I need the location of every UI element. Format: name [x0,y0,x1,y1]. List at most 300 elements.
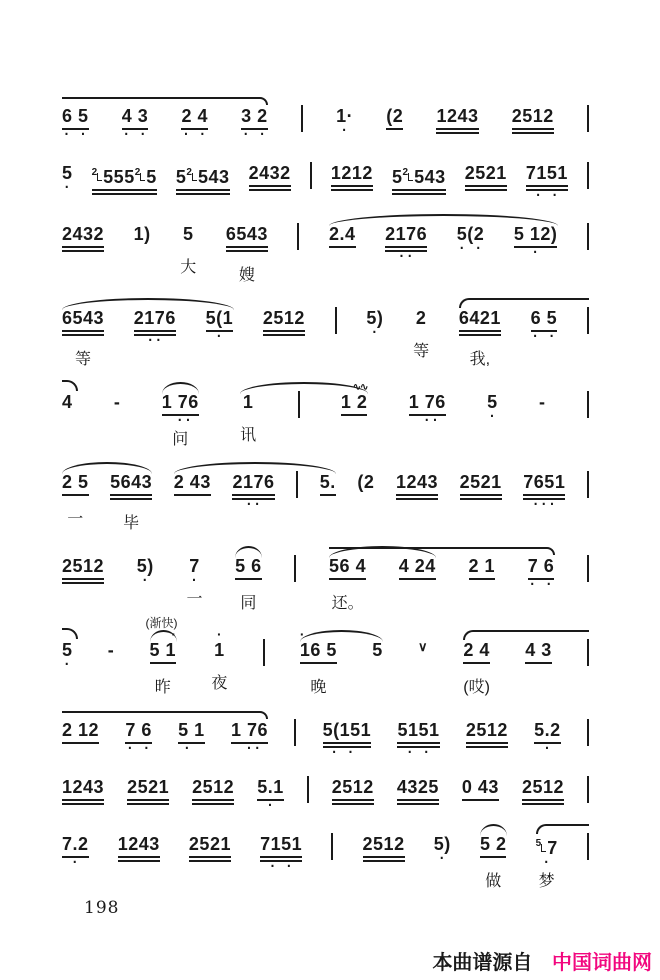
note-stack [189,824,231,871]
note-digits [243,392,254,412]
note-text: 5.2 [534,720,561,740]
octave-dots-below [263,336,305,345]
octave-dots-above [522,767,564,777]
note-text: 4 24 [398,556,436,576]
note-text: 1212 [330,163,373,183]
note-text: 1 [242,392,254,412]
music-line [62,710,589,757]
note-text: 5 12) [513,224,558,244]
octave-dots-above [257,767,284,777]
beam-line [460,494,502,496]
note-group [206,298,234,368]
octave-dots-below: · [215,329,224,343]
lyric: 同 [240,595,257,612]
barline-stroke [335,307,337,334]
note-group [332,767,374,814]
note-text: 7151 [260,834,303,854]
note-text: 7.2 [62,834,89,854]
octave-dots-below [150,664,177,673]
note-stack [418,630,428,669]
octave-dots-above [392,153,446,163]
note-group [226,214,268,288]
note-digits [418,637,428,657]
octave-dots-below [418,660,428,669]
octave-dots-below [416,328,427,337]
note-stack [137,546,154,585]
note-group [62,382,73,448]
note-group [514,214,558,284]
octave-dots-above [357,462,374,472]
note-stack [363,824,405,871]
octave-dots-above [463,630,490,640]
note-group [329,546,366,616]
note-text: 2.4 [329,224,356,244]
note-digits [214,640,225,660]
lyric: 晚 [310,679,327,696]
note-group [372,630,383,696]
note-group [534,710,561,753]
octave-dots-above [189,824,231,834]
barline-stroke [263,639,265,666]
note-group [62,824,89,894]
octave-dots-below [176,195,230,204]
note-digits [399,556,436,576]
octave-dots-below [332,805,374,814]
note-text: 2512 [192,777,235,797]
note-group [62,214,104,288]
lyric: 一 [67,511,84,528]
note-text: 1 76 [231,720,269,740]
notes-row [62,546,589,620]
note-group [341,382,368,452]
note-text: 5) [433,834,451,854]
note-digits [386,106,403,126]
octave-dots-above [525,630,552,640]
octave-dots-above [62,546,104,556]
octave-dots-above [466,710,508,720]
octave-dots-below: · [531,245,540,259]
beam-line [62,578,104,580]
octave-dots-below: ·· [237,741,262,755]
note-text: 6 5 [62,106,89,126]
note-stack [462,767,499,810]
octave-dots-above [174,462,211,472]
note-stack [357,462,374,501]
note-stack [241,96,268,139]
note-digits [183,224,194,244]
note-group [108,630,115,696]
note-digits [134,224,151,244]
octave-dots-above [480,824,507,834]
beam-line [323,742,372,744]
octave-dots-below: · [488,409,497,423]
note-text: 5 [175,167,187,187]
octave-dots-below [512,134,554,143]
note-digits [385,224,427,244]
note-group [323,710,372,757]
note-stack [226,214,268,261]
octave-dots-above [512,96,554,106]
notes-row [62,710,589,757]
note-group [186,546,202,612]
octave-dots-above [127,767,169,777]
octave-dots-below [357,492,374,501]
octave-dots-above [181,96,208,106]
note-text: 2521 [188,834,231,854]
octave-dots-below [463,664,490,673]
note-text: ∨ [417,639,428,654]
note-digits [372,640,383,660]
barline [296,462,298,498]
note-stack [528,546,555,589]
grace-note: 5 [536,838,548,849]
octave-dots-below: ··· [531,497,557,511]
octave-dots-above [189,546,200,556]
octave-dots-above [192,767,234,777]
music-line [62,382,589,452]
octave-dots-above [366,298,383,308]
note-digits [114,392,121,412]
note-group [366,298,383,364]
octave-dots-above [409,382,446,392]
note-group [263,298,305,372]
octave-dots-below [522,805,564,814]
note-digits [436,106,478,126]
octave-dots-above [399,546,436,556]
note-text: 2512 [331,777,374,797]
note-text: 1243 [395,472,439,492]
note-group [487,382,498,448]
note-stack [465,153,507,200]
note-group [122,96,149,139]
octave-dots-below [363,862,405,871]
note-group [134,298,176,372]
octave-dots-above [397,767,439,777]
octave-dots-below [539,412,546,421]
beam-line [226,246,268,248]
octave-dots-below: · · [330,745,364,759]
note-group [260,824,302,898]
octave-dots-above [62,630,73,640]
beam-line [466,742,508,744]
octave-dots-below: ·· [245,497,262,511]
lyric: 昨 [154,679,171,696]
note-group [512,96,554,143]
note-stack [323,710,372,757]
note-stack [149,626,177,673]
octave-dots-below [62,336,104,345]
octave-dots-above [235,546,262,556]
note-digits [522,777,564,797]
note-stack [183,214,194,253]
barline [587,630,589,666]
breath-mark [418,630,428,696]
note-group [145,616,178,700]
note-text: 4 [62,392,73,412]
note-digits [62,308,104,328]
octave-dots-above [514,214,558,224]
note-digits [257,777,284,797]
note-text: (2 [386,106,404,126]
note-stack [436,96,478,143]
barline-stroke [587,307,589,334]
octave-dots-above [134,214,151,224]
octave-dots-below [110,500,152,509]
note-group [62,630,73,696]
note-stack [192,767,234,814]
octave-dots-below [465,191,507,200]
note-text: 5) [366,308,384,328]
octave-dots-above [436,96,478,106]
octave-dots-below: · · [62,127,88,141]
note-digits [189,834,231,854]
note-digits [512,106,554,126]
octave-dots-below [460,500,502,509]
beam-line [118,856,160,858]
lyric: 大 [180,259,197,276]
grace-note: 2 [92,167,104,178]
grace-note: 2 [403,167,415,178]
note-digits [62,392,73,412]
note-digits [300,640,337,660]
octave-dots-above [329,546,366,556]
note-stack [122,96,149,139]
note-group [466,710,508,757]
page-number: 198 [84,898,120,918]
octave-dots-below [436,134,478,143]
barline-stroke [298,391,300,418]
note-stack [526,153,568,200]
beam-line [189,856,231,858]
note-group [162,382,199,452]
note-stack [416,298,427,337]
octave-dots-below [399,580,436,589]
note-group [176,153,230,204]
octave-dots-above [460,462,502,472]
note-text: 2512 [511,106,554,126]
octave-dots-below [397,805,439,814]
note-stack [162,382,199,425]
note-group [62,767,104,814]
barline-stroke [587,162,589,189]
note-digits [363,834,405,854]
grace-note: 2 [135,167,147,178]
octave-dots-below [62,252,104,261]
note-digits [528,556,555,576]
note-group [235,546,262,616]
octave-dots-above [122,96,149,106]
note-digits [397,720,439,740]
note-text: 2176 [385,224,428,244]
note-group [125,710,152,753]
octave-dots-above [320,462,336,472]
barline [294,546,296,582]
octave-dots-below [525,664,552,673]
note-stack [534,710,561,753]
grace-note: 2 [186,167,198,178]
note-digits [263,308,305,328]
note-stack [110,462,152,509]
note-stack [386,96,403,139]
note-group [118,824,160,898]
note-digits [514,224,558,244]
note-group [137,546,154,612]
note-digits [331,163,373,183]
note-text: 5 [487,392,498,412]
octave-dots-below [331,191,373,200]
note-group [462,767,499,810]
note-stack [232,462,274,509]
note-digits [465,163,507,183]
music-line [62,546,589,620]
barline-stroke [587,833,589,860]
lyric: 讯 [240,427,257,444]
octave-dots-above [385,214,427,224]
octave-dots-below [480,858,507,867]
lyric: 还。 [331,595,364,612]
barline [335,298,337,334]
note-digits [332,777,374,797]
note-group [536,824,558,894]
note-stack [397,767,439,814]
beam-line [260,856,302,858]
octave-dots-below [396,500,438,509]
octave-dots-above [62,462,89,472]
octave-dots-above [62,710,99,720]
notes-row [62,298,589,372]
octave-dots-above [134,298,176,308]
octave-dots-below: · [370,325,379,339]
octave-dots-above [331,153,373,163]
note-digits [466,720,508,740]
beam-line [176,189,230,191]
note-digits [62,472,89,492]
note-text: 2176 [232,472,275,492]
note-text: (2 [357,472,375,492]
octave-dots-above [523,462,565,472]
beam-line [512,128,554,130]
note-stack [469,546,496,589]
octave-dots-below [114,412,121,421]
note-digits [62,720,99,740]
music-line [62,298,589,372]
note-stack [329,214,356,257]
beam-line [436,128,478,130]
beam-line [92,189,157,191]
note-group [460,462,502,536]
note-digits [526,163,568,183]
note-text: 5 [182,224,194,244]
note-group [134,214,151,280]
note-digits [463,640,490,660]
note-stack [231,710,268,753]
beam-line [192,799,234,801]
octave-dots-below [183,244,194,253]
note-group [62,710,99,753]
barline-stroke [294,719,296,746]
note-stack [62,462,89,505]
barline-stroke [307,776,309,803]
watermark [432,946,652,975]
octave-dots-below [329,580,366,589]
note-digits [232,472,274,492]
barline [587,824,589,860]
note-stack [525,630,552,673]
octave-dots-above [62,214,104,224]
octave-dots-below: · [266,798,275,812]
note-group [336,96,353,135]
note-stack [331,153,373,200]
note-stack [235,546,262,589]
note-text: 7151 [525,163,568,183]
beam-line [62,246,104,248]
note-digits [62,777,104,797]
note-text: 5151 [397,720,440,740]
note-stack [178,710,205,753]
note-digits [539,392,546,412]
note-text: 2521 [127,777,170,797]
octave-dots-below: · · [268,859,294,873]
barline-stroke [296,471,298,498]
note-group [465,153,507,200]
note-text: 2 4 [463,640,490,660]
octave-dots-below: ·· [414,413,440,427]
music-line [62,616,589,700]
note-stack [459,298,501,345]
note-stack [134,298,176,345]
note-text: - [107,640,115,660]
note-stack [397,710,439,757]
note-stack [127,767,169,814]
octave-dots-above [332,767,374,777]
beam-line [332,799,374,801]
octave-dots-below [329,248,356,257]
octave-dots-below [243,412,254,421]
octave-dots-below [134,244,151,253]
note-group [180,214,196,280]
note-stack [336,96,353,135]
note-stack [463,630,490,673]
note-group [114,382,121,448]
note-digits [320,472,336,492]
note-digits [62,106,89,126]
octave-dots-below [62,412,73,421]
octave-dots-below: · [190,573,199,587]
note-stack [366,298,383,337]
note-digits [162,392,199,412]
barline [587,710,589,746]
octave-dots-above: · [171,626,177,642]
note-text: 2512 [521,777,564,797]
octave-dots-below: ·· [397,249,415,263]
note-text: 2 [415,308,427,328]
barline-stroke [310,162,312,189]
note-group [329,214,356,284]
barline-stroke [587,555,589,582]
note-text: 0 43 [461,777,499,797]
barline [587,96,589,132]
note-digits [125,720,152,740]
octave-dots-above: · [299,626,305,642]
octave-dots-above [531,298,558,308]
octave-dots-above [243,382,254,392]
octave-dots-above [62,153,73,163]
octave-dots-above [62,382,73,392]
octave-dots-below [189,862,231,871]
notes-row [62,767,589,814]
watermark-prefix: 本曲谱源自 [432,952,533,974]
watermark-site-link[interactable]: 中国词曲网 [552,952,652,974]
